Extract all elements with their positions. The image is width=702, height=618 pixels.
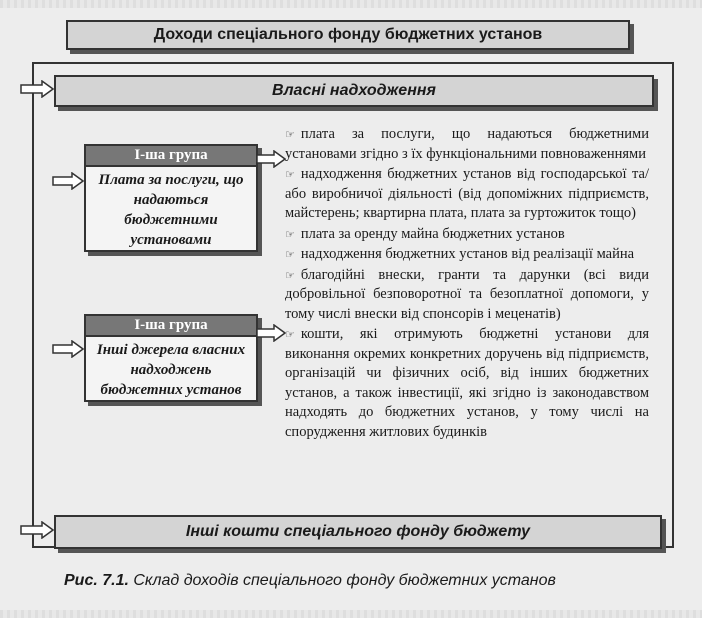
group-1-header: І-ша група — [86, 146, 256, 167]
arrow-group-2-items-icon — [256, 324, 286, 342]
top-title-banner — [66, 20, 630, 50]
own-revenues-banner — [54, 75, 654, 107]
group-2-box — [84, 314, 258, 402]
revenue-items-list — [285, 125, 649, 443]
hand-pointing-icon: ☞ — [285, 268, 295, 282]
group-1-box — [84, 144, 258, 252]
hand-pointing-icon: ☞ — [285, 128, 295, 141]
list-item: ☞ плата за послуги, що надаються бюджетними установами згідно з їх функціональними повноваженнями — [285, 126, 649, 162]
other-funds-banner — [54, 515, 662, 549]
figure-caption — [64, 572, 684, 590]
caption-label: Рис. 7.1. — [64, 572, 129, 589]
arrow-group-1-icon — [52, 172, 84, 190]
group-2-header: І-ша група — [86, 316, 256, 337]
top-title: Доходи спеціального фонду бюджетних установ — [153, 26, 543, 43]
list-item: ☞ плата за оренду майна бюджетних установ — [285, 225, 565, 242]
group-1-body: Плата за послуги, що надаються бюджетними установами — [98, 172, 244, 248]
list-item: ☞ надходження бюджетних установ від господарської та/ або виробничої діяльності (від допоміжних підприємств, майстерень; квартирна плата, плата за гуртожиток тощо) — [285, 166, 649, 221]
hand-pointing-icon: ☞ — [285, 168, 295, 181]
list-item: ☞ благодійні внески, гранти та дарунки (всі види добровільної безповоротної та безоплатної допомоги, у тому числі внески від спонсорів і меценатів) — [285, 266, 649, 322]
arrow-group-1-items-icon — [256, 150, 286, 168]
list-item: ☞ надходження бюджетних установ від реалізації майна — [285, 246, 635, 262]
arrow-group-2-icon — [52, 340, 84, 358]
group-2-body: Інші джерела власних надходжень бюджетних установ — [96, 342, 246, 398]
hand-pointing-icon: ☞ — [285, 328, 295, 341]
caption-text: Склад доходів спеціального фонду бюджетних установ — [133, 572, 556, 589]
arrow-own-revenues-icon — [20, 80, 54, 98]
own-revenues-title: Власні надходження — [272, 82, 436, 99]
hand-pointing-icon: ☞ — [285, 248, 295, 261]
other-funds-title: Інші кошти спеціального фонду бюджету — [185, 523, 531, 540]
list-item: ☞ кошти, які отримують бюджетні установи для виконання окремих конкретних доручень від підприємств, організацій чи фізичних осіб, від інших бюджетних установ, а також інвестиції, які згідно із законодавством надходять до бюджетних установ, у тому числі на спорудження житлових будинків — [285, 326, 649, 440]
hand-pointing-icon: ☞ — [285, 227, 295, 241]
arrow-other-funds-icon — [20, 521, 54, 539]
